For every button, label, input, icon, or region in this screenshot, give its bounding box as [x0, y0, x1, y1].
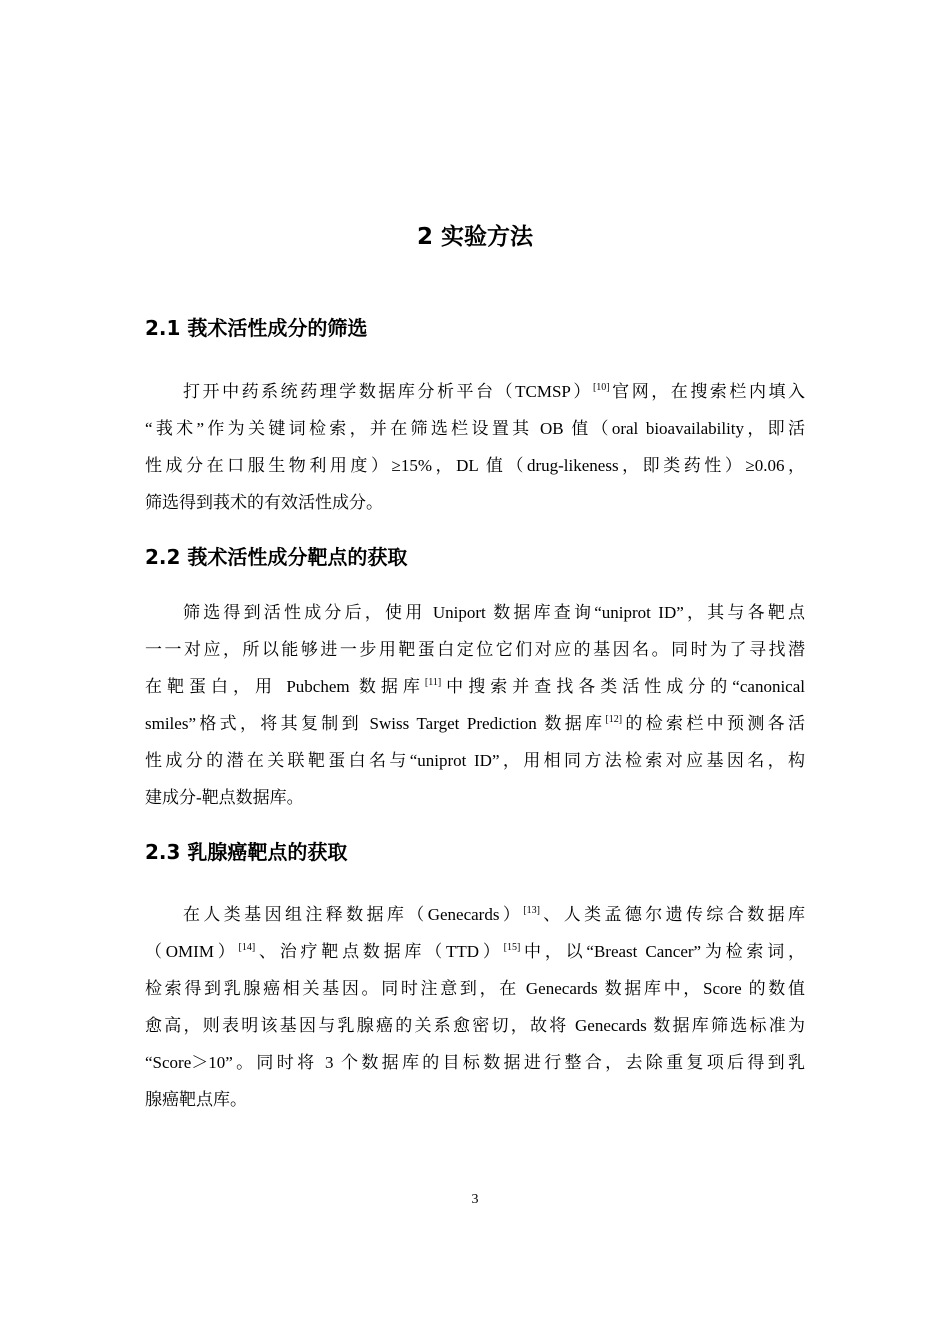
- paragraph-line: 筛选得到莪术的有效活性成分。: [145, 493, 383, 512]
- paragraph-line: “Score＞10”。同时将 3 个数据库的目标数据进行整合，去除重复项后得到乳: [145, 1053, 805, 1072]
- paragraph-2-1: [145, 373, 805, 521]
- paragraph-2-2: [145, 594, 805, 816]
- page-number: 3: [471, 1192, 479, 1207]
- paragraph-2-3: [145, 896, 805, 1118]
- paragraph-line: 筛选得到活性成分后，使用 Uniport 数据库查询“uniprot ID”，其与各靶点: [183, 603, 805, 622]
- paragraph-line: 腺癌靶点库。: [145, 1090, 247, 1109]
- paragraph-line: 性成分在口服生物利用度）≥15%，DL 值（drug-likeness，即类药性）≥0.06，: [145, 456, 805, 475]
- paragraph-line: 性成分的潜在关联靶蛋白名与“uniprot ID”，用相同方法检索对应基因名，构: [145, 751, 805, 770]
- paragraph-line: 打开中药系统药理学数据库分析平台（TCMSP）[10]官网，在搜索栏内填入: [183, 382, 805, 401]
- paragraph-line: 建成分-靶点数据库。: [145, 788, 304, 807]
- page-title: 2 实验方法: [416, 224, 533, 250]
- paragraph-line: 愈高，则表明该基因与乳腺癌的关系愈密切，故将 Genecards 数据库筛选标准为: [145, 1016, 805, 1035]
- paragraph-line: （OMIM）[14]、治疗靶点数据库（TTD）[15]中，以“Breast Cancer”为检索词，: [145, 942, 805, 961]
- paragraph-line: smiles”格式，将其复制到 Swiss Target Prediction 数据库[12]的检索栏中预测各活: [145, 714, 805, 733]
- section-heading-2-1: 2.1 莪术活性成分的筛选: [145, 316, 368, 340]
- paragraph-line: 在靶蛋白，用 Pubchem 数据库[11]中搜索并查找各类活性成分的“canonical: [145, 677, 805, 696]
- paragraph-line: 在人类基因组注释数据库（Genecards）[13]、人类孟德尔遗传综合数据库: [183, 905, 805, 924]
- section-heading-2-2: 2.2 莪术活性成分靶点的获取: [145, 545, 408, 569]
- paragraph-line: 一一对应，所以能够进一步用靶蛋白定位它们对应的基因名。同时为了寻找潜: [145, 640, 805, 659]
- paragraph-line: “莪术”作为关键词检索，并在筛选栏设置其 OB 值（oral bioavailability，即活: [145, 419, 805, 438]
- section-heading-2-3: 2.3 乳腺癌靶点的获取: [145, 840, 348, 864]
- paragraph-line: 检索得到乳腺癌相关基因。同时注意到，在 Genecards 数据库中，Score 的数值: [145, 979, 805, 998]
